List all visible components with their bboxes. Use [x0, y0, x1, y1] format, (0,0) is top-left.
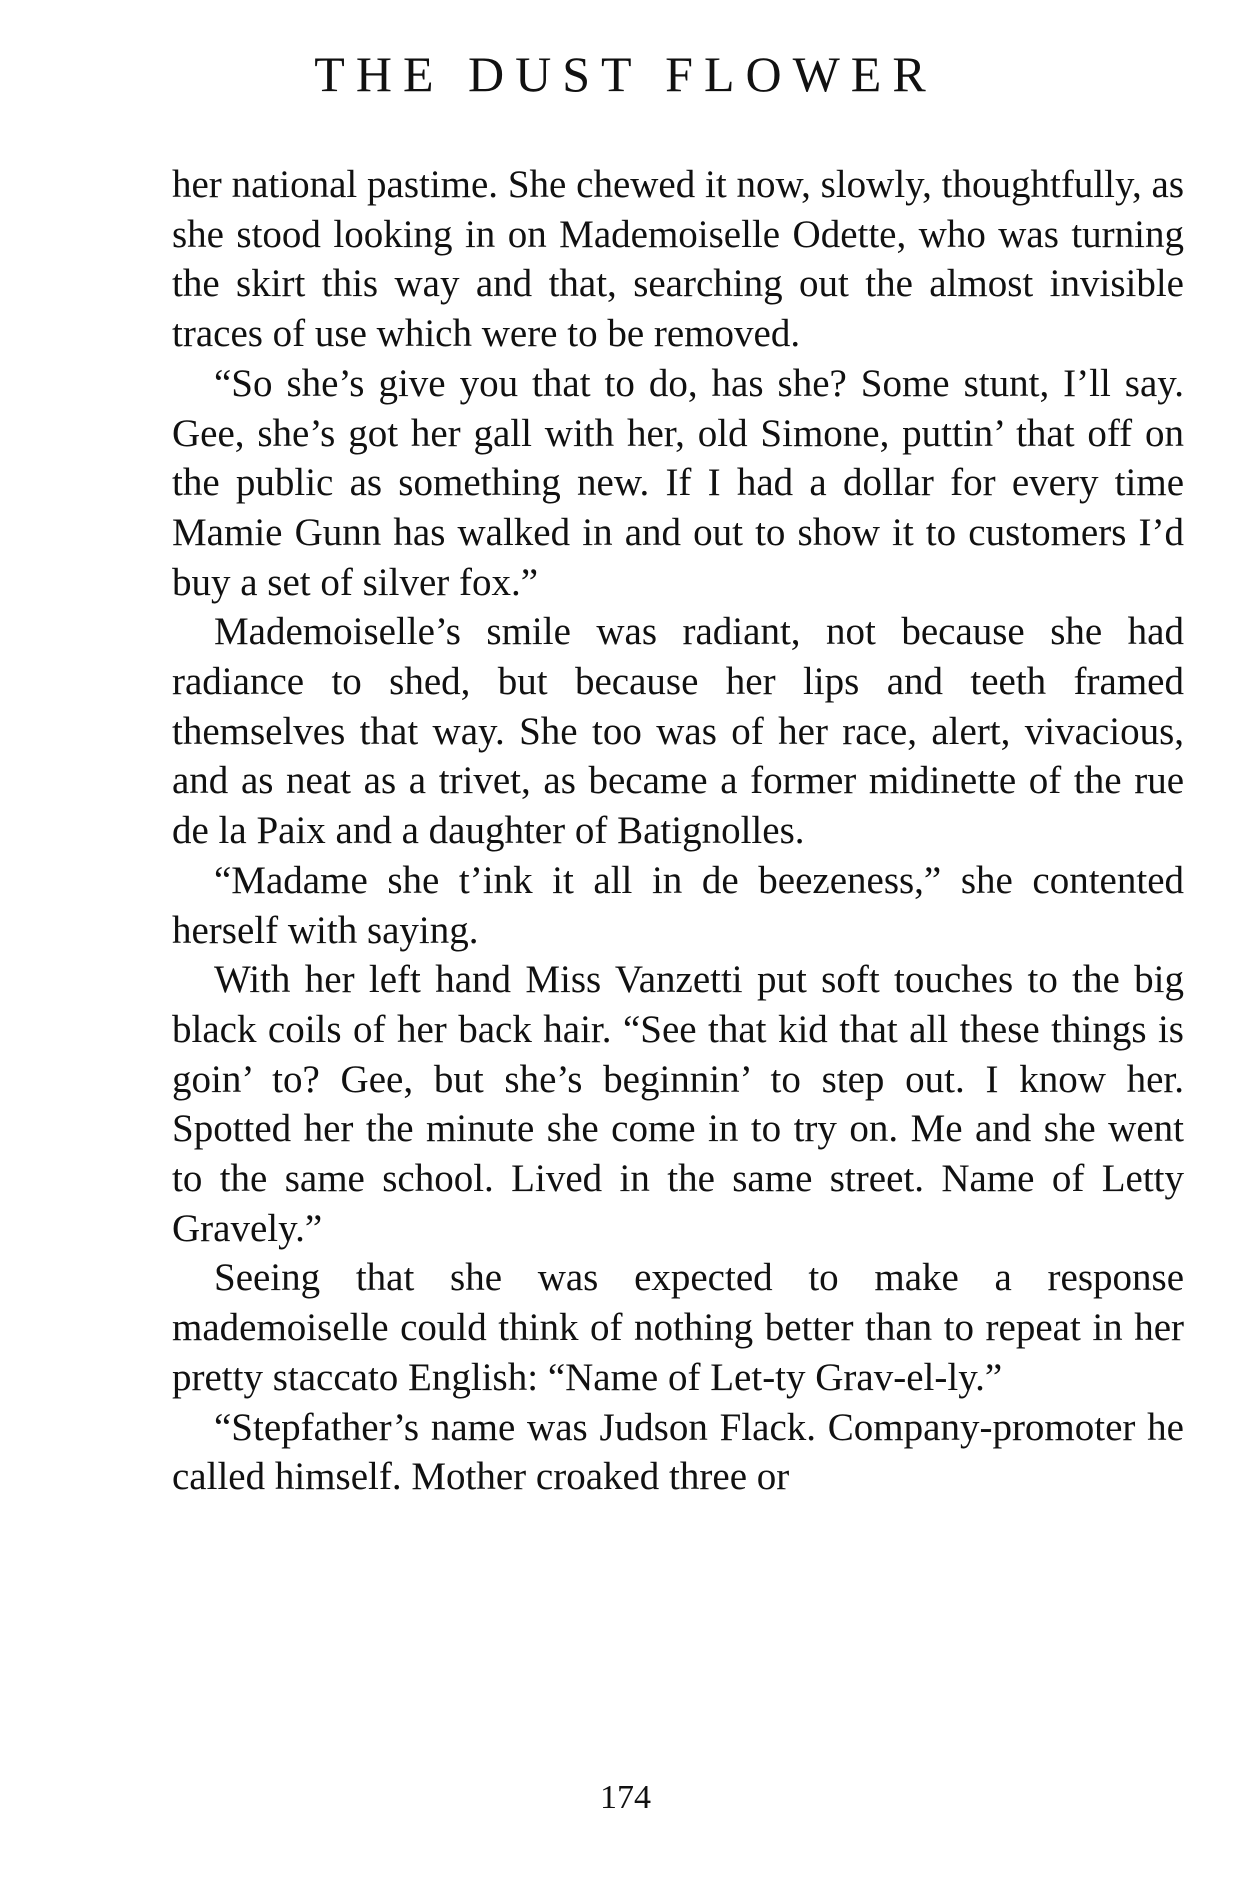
paragraph: Seeing that she was expected to make a response mademoiselle could think of nothing better than to repeat in her pretty staccato English: “Name of Let-ty Grav-el-ly.” — [172, 1256, 1184, 1399]
page-number: 174 — [600, 1779, 651, 1816]
running-header: THE DUST FLOWER — [314, 46, 937, 102]
body-text — [172, 160, 1184, 1502]
paragraph: “Madame she t’ink it all in de beezeness,” she contented herself with saying. — [172, 858, 1184, 952]
paragraph: Mademoiselle’s smile was radiant, not because she had radiance to shed, but because her lips and teeth framed themselves that way. She too was of her race, alert, vivacious, and as neat as a trivet, as became a former midinette of the rue de la Paix and a daughter of Batignolles. — [172, 610, 1184, 853]
paragraph: “Stepfather’s name was Judson Flack. Company-promoter he called himself. Mother croaked three or — [172, 1405, 1184, 1499]
paragraph: With her left hand Miss Vanzetti put soft touches to the big black coils of her back hair. “See that kid that all these things is goin’ to? Gee, but she’s beginnin’ to step out. I know her. Spotted her the minute she come in to try on. Me and she went to the same school. Lived in the same street. Name of Letty Gravely.” — [172, 958, 1184, 1250]
paragraph: her national pastime. She chewed it now, slowly, thoughtfully, as she stood looking in on Mademoiselle Odette, who was turning the skirt this way and that, searching out the almost invisible traces of use which were to be removed. — [172, 163, 1184, 356]
paragraph: “So she’s give you that to do, has she? Some stunt, I’ll say. Gee, she’s got her gall with her, old Simone, puttin’ that off on the public as something new. If I had a dollar for every time Mamie Gunn has walked in and out to show it to customers I’d buy a set of silver fox.” — [172, 361, 1184, 604]
